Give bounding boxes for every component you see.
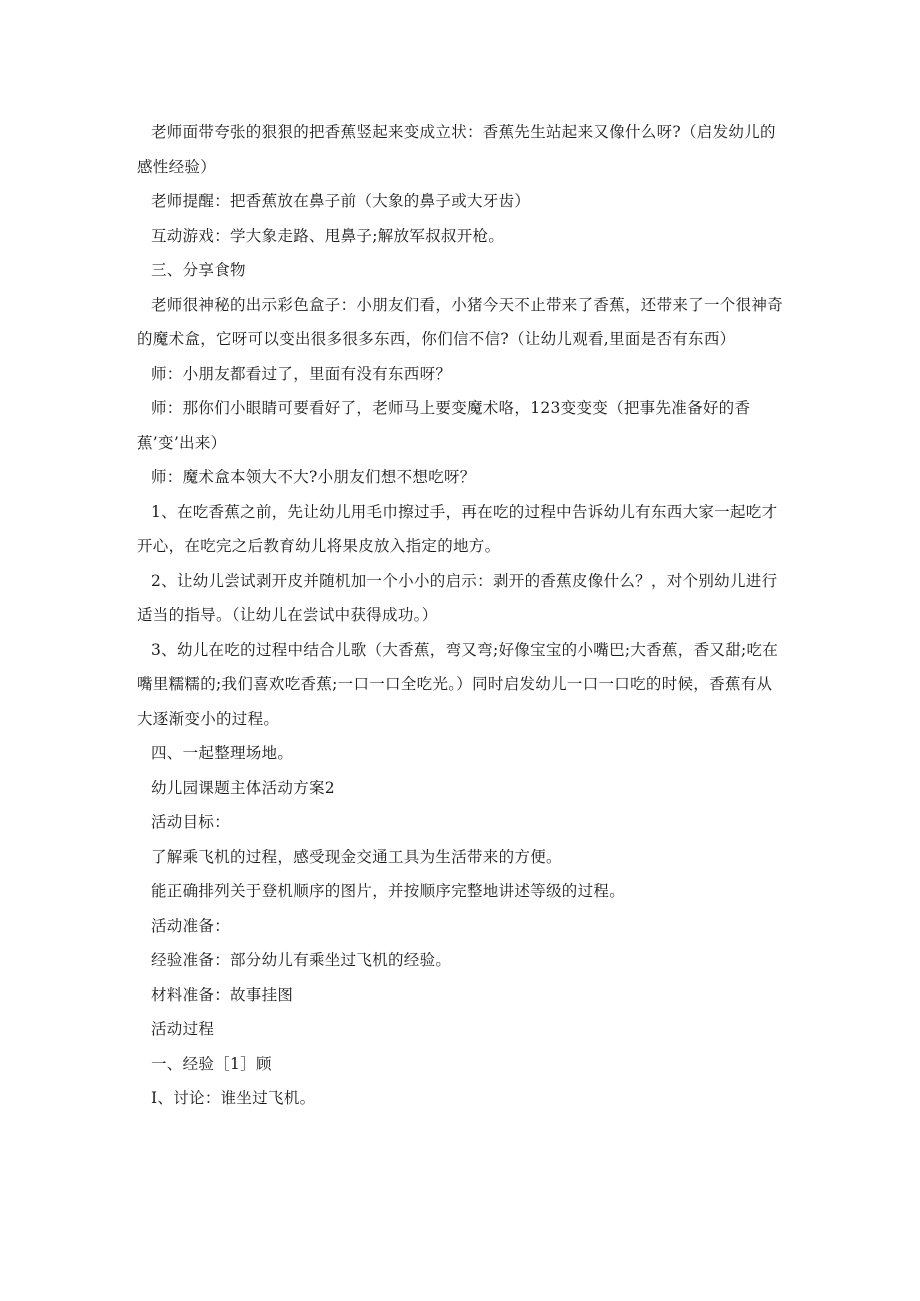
paragraph: 老师面带夸张的狠狠的把香蕉竖起来变成立状：香蕉先生站起来又像什么呀?（启发幼儿的感性经验） — [137, 123, 776, 176]
section-heading: 四、一起整理场地。 — [151, 744, 294, 762]
paragraph: 了解乘飞机的过程，感受现金交通工具为生活带来的方便。 — [151, 847, 562, 866]
paragraph: 老师提醒：把香蕉放在鼻子前（大象的鼻子或大牙齿） — [151, 192, 531, 210]
document-subtitle: 幼儿园课题主体活动方案2 — [151, 778, 335, 797]
paragraph: 师：那你们小眼睛可要看好了，老师马上要变魔术咯，123变变变（把事先准备好的香蕉’变’出来） — [137, 399, 751, 452]
section-heading: 一、经验［1］顾 — [151, 1054, 272, 1073]
paragraph: 师：小朋友都看过了，里面有没有东西呀？ — [151, 364, 452, 383]
paragraph: 师：魔术盒本领大不大?小朋友们想不想吃呀？ — [151, 468, 476, 486]
paragraph: 老师很神秘的出示彩色盒子：小朋友们看，小猪今天不止带来了香蕉，还带来了一个很神奇的魔术盒，它呀可以变出很多很多东西，你们信不信?（让幼儿观看,里面是否有东西） — [137, 295, 784, 348]
numbered-paragraph: 1、在吃香蕉之前，先让幼儿用毛巾擦过手，再在吃的过程中告诉幼儿有东西大家一起吃才开心，在吃完之后教育幼儿将果皮放入指定的地方。 — [137, 502, 778, 555]
paragraph: 互动游戏：学大象走路、甩鼻子;解放军叔叔开枪。 — [151, 226, 505, 245]
document-body — [137, 115, 787, 1116]
paragraph: 经验准备：部分幼儿有乘坐过飞机的经验。 — [151, 951, 452, 969]
paragraph: 能正确排列关于登机顺序的图片，并按顺序完整地讲述等级的过程。 — [151, 882, 626, 900]
numbered-paragraph: 3、幼儿在吃的过程中结合儿歌（大香蕉，弯又弯;好像宝宝的小嘴巴;大香蕉，香又甜;吃在嘴里糯糯的;我们喜欢吃香蕉;一口一口全吃光。）同时启发幼儿一口一口吃的时候，香蕉有从大逐渐变小的过程。 — [137, 640, 779, 728]
numbered-paragraph: 2、让幼儿尝试剥开皮并随机加一个小小的启示：剥开的香蕉皮像什么？，对个别幼儿进行适当的指导。（让幼儿在尝试中获得成功。） — [137, 571, 778, 624]
section-heading: 活动准备： — [151, 916, 231, 935]
section-heading: 活动目标： — [151, 813, 231, 831]
section-heading: 活动过程 — [151, 1020, 215, 1038]
paragraph: 材料准备：故事挂图 — [151, 985, 294, 1004]
section-heading: 三、分享食物 — [151, 261, 246, 279]
paragraph: I、讨论：谁坐过飞机。 — [151, 1089, 316, 1107]
